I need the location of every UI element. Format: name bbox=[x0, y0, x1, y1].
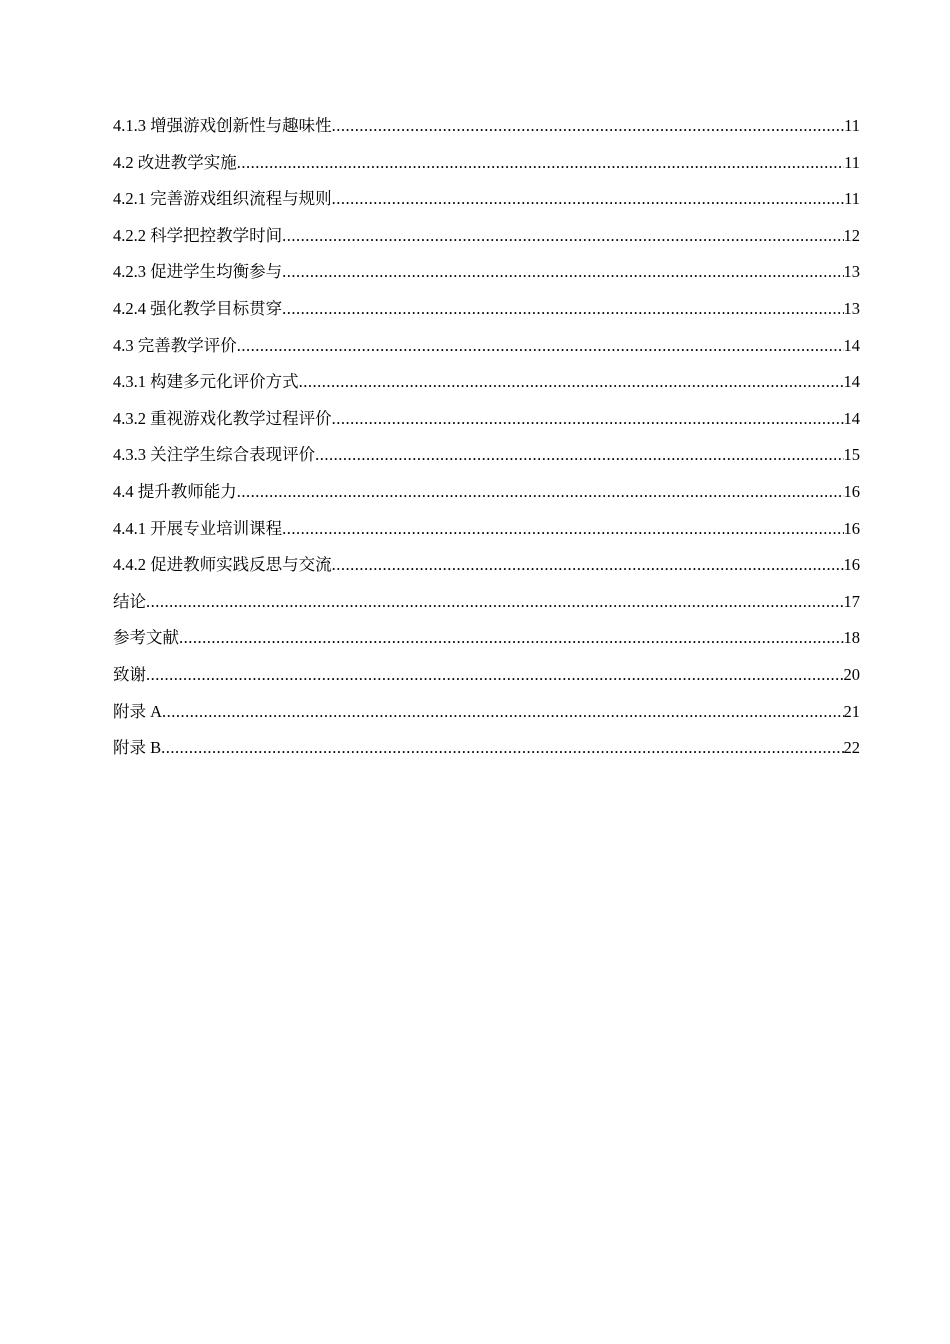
toc-dot-leader bbox=[332, 108, 844, 145]
toc-entry-page: 12 bbox=[843, 225, 860, 245]
toc-entry[interactable] bbox=[113, 145, 860, 182]
toc-entry-page: 14 bbox=[843, 372, 860, 392]
toc-dot-leader bbox=[332, 181, 844, 218]
toc-entry[interactable] bbox=[113, 474, 860, 511]
toc-entry[interactable] bbox=[113, 620, 860, 657]
toc-entry-page: 14 bbox=[843, 335, 860, 355]
toc-dot-leader bbox=[332, 401, 844, 438]
toc-entry[interactable] bbox=[113, 364, 860, 401]
toc-entry-title: 致谢 bbox=[113, 664, 146, 684]
toc-entry[interactable] bbox=[113, 657, 860, 694]
toc-entry[interactable] bbox=[113, 328, 860, 365]
toc-entry-page: 16 bbox=[843, 481, 860, 501]
toc-dot-leader bbox=[237, 328, 844, 365]
toc-entry-title: 4.2.1 完善游戏组织流程与规则 bbox=[113, 189, 332, 209]
toc-entry[interactable] bbox=[113, 584, 860, 621]
toc-entry-page: 13 bbox=[843, 298, 860, 318]
toc-entry[interactable] bbox=[113, 547, 860, 584]
toc-entry-page: 16 bbox=[843, 518, 860, 538]
toc-dot-leader bbox=[161, 730, 843, 767]
toc-entry-title: 4.2.4 强化教学目标贯穿 bbox=[113, 298, 283, 318]
toc-entry-title: 4.3 完善教学评价 bbox=[113, 335, 237, 355]
toc-entry-page: 17 bbox=[843, 591, 860, 611]
toc-entry-page: 11 bbox=[844, 116, 860, 135]
toc-entry-title: 4.2.3 促进学生均衡参与 bbox=[113, 262, 283, 282]
toc-entry[interactable] bbox=[113, 291, 860, 328]
toc-entry-title: 附录 B bbox=[113, 738, 162, 758]
toc-entry-page: 21 bbox=[843, 701, 860, 721]
toc-entry-title: 4.2 改进教学实施 bbox=[113, 152, 237, 172]
toc-entry-title: 4.1.3 增强游戏创新性与趣味性 bbox=[113, 116, 332, 135]
toc-dot-leader bbox=[146, 584, 844, 621]
toc-entry-page: 15 bbox=[843, 445, 860, 465]
toc-dot-leader bbox=[299, 364, 844, 401]
toc-dot-leader bbox=[315, 437, 843, 474]
toc-dot-leader bbox=[332, 547, 844, 584]
toc-entry-page: 14 bbox=[843, 408, 860, 428]
toc-dot-leader bbox=[237, 474, 844, 511]
toc-dot-leader bbox=[282, 218, 843, 255]
toc-entry-title: 结论 bbox=[113, 591, 146, 611]
toc-entry[interactable] bbox=[113, 181, 860, 218]
toc-entry-page: 13 bbox=[843, 262, 860, 282]
toc-entry-page: 18 bbox=[843, 628, 860, 648]
toc-entry[interactable] bbox=[113, 108, 860, 145]
toc-entry-title: 4.4.1 开展专业培训课程 bbox=[113, 518, 283, 538]
toc-entry[interactable] bbox=[113, 694, 860, 731]
toc-entry-title: 4.3.1 构建多元化评价方式 bbox=[113, 372, 299, 392]
toc-entry-title: 4.4 提升教师能力 bbox=[113, 481, 237, 501]
toc-dot-leader bbox=[282, 254, 843, 291]
toc-entry-page: 11 bbox=[844, 152, 860, 172]
toc-entry-title: 4.3.3 关注学生综合表现评价 bbox=[113, 445, 316, 465]
toc-entry-page: 11 bbox=[844, 189, 860, 209]
toc-dot-leader bbox=[146, 657, 844, 694]
toc-entry-page: 16 bbox=[843, 555, 860, 575]
toc-entry[interactable] bbox=[113, 218, 860, 255]
toc-entry[interactable] bbox=[113, 730, 860, 767]
toc-entry-title: 附录 A bbox=[113, 701, 163, 721]
toc-entry-title: 4.4.2 促进教师实践反思与交流 bbox=[113, 555, 332, 575]
toc-entry[interactable] bbox=[113, 254, 860, 291]
toc-dot-leader bbox=[282, 291, 843, 328]
toc-entry-page: 22 bbox=[843, 738, 860, 758]
table-of-contents bbox=[113, 108, 860, 767]
toc-entry[interactable] bbox=[113, 511, 860, 548]
toc-entry-title: 参考文献 bbox=[113, 628, 179, 648]
toc-entry[interactable] bbox=[113, 401, 860, 438]
toc-entry-title: 4.3.2 重视游戏化教学过程评价 bbox=[113, 408, 332, 428]
toc-entry-page: 20 bbox=[843, 664, 860, 684]
toc-dot-leader bbox=[282, 511, 843, 548]
toc-dot-leader bbox=[179, 620, 844, 657]
toc-entry-title: 4.2.2 科学把控教学时间 bbox=[113, 225, 283, 245]
toc-dot-leader bbox=[237, 145, 844, 182]
toc-entry[interactable] bbox=[113, 437, 860, 474]
toc-dot-leader bbox=[162, 694, 843, 731]
